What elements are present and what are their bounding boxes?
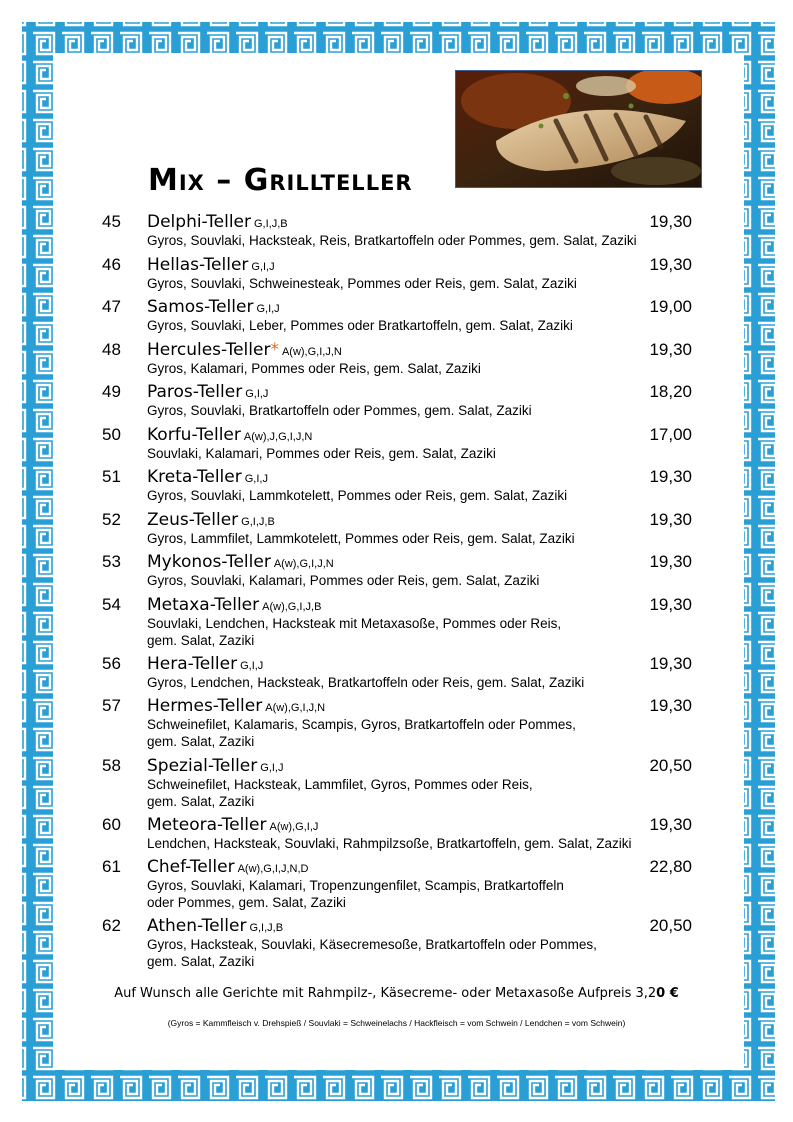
item-title: Mykonos-Teller xyxy=(147,552,271,572)
item-price: 19,30 xyxy=(649,815,692,834)
item-number: 62 xyxy=(102,916,121,935)
item-number: 60 xyxy=(102,815,121,834)
item-price: 19,30 xyxy=(649,467,692,486)
allergen-codes: A(w),J,G,I,J,N xyxy=(243,431,313,443)
allergen-codes: G,I,J xyxy=(256,303,280,315)
item-name xyxy=(147,815,318,835)
item-number: 45 xyxy=(102,212,121,231)
grill-food-photo xyxy=(455,70,702,188)
item-number: 61 xyxy=(102,857,121,876)
sauce-surcharge-note xyxy=(0,986,793,1001)
item-number: 46 xyxy=(102,255,121,274)
meat-footnote: (Gyros = Kammfleisch v. Drehspieß / Souvlaki = Schweinelachs / Hackfleisch = vom Schwein / Lendchen = vom Schwein) xyxy=(167,1018,626,1028)
allergen-codes: A(w),G,I,J,B xyxy=(262,601,322,613)
item-number: 57 xyxy=(102,696,121,715)
item-price: 19,30 xyxy=(649,510,692,529)
item-description xyxy=(147,402,532,419)
item-title: Spezial-Teller xyxy=(147,756,258,776)
item-name xyxy=(147,595,321,615)
allergen-codes: G,I,J xyxy=(244,473,268,485)
item-description xyxy=(147,530,575,547)
item-description xyxy=(147,445,496,462)
item-name xyxy=(147,467,268,487)
allergen-codes: A(w),G,I,J,N xyxy=(265,702,326,714)
item-description xyxy=(147,487,567,504)
description-line: Gyros, Lendchen, Hacksteak, Bratkartoffeln oder Reis, gem. Salat, Zaziki xyxy=(147,675,585,690)
description-line: Lendchen, Hacksteak, Souvlaki, Rahmpilzsoße, Bratkartoffeln, gem. Salat, Zaziki xyxy=(147,836,632,851)
description-line: Schweinefilet, Hacksteak, Lammfilet, Gyros, Pommes oder Reis, xyxy=(147,777,533,792)
allergen-codes: A(w),G,I,J,N xyxy=(273,558,334,570)
item-price: 20,50 xyxy=(649,756,692,775)
allergen-codes: G,I,J,B xyxy=(253,218,288,230)
description-line: Gyros, Souvlaki, Kalamari, Pommes oder Reis, gem. Salat, Zaziki xyxy=(147,573,540,588)
item-number: 58 xyxy=(102,756,121,775)
item-description xyxy=(147,232,637,249)
item-title: Zeus-Teller xyxy=(147,510,239,530)
description-line: Gyros, Lammfilet, Lammkotelett, Pommes oder Reis, gem. Salat, Zaziki xyxy=(147,531,575,546)
item-name xyxy=(147,425,312,445)
item-title: Samos-Teller xyxy=(147,297,254,317)
item-name xyxy=(147,654,263,674)
item-number: 51 xyxy=(102,467,121,486)
item-title: Metaxa-Teller xyxy=(147,595,260,615)
item-description xyxy=(147,877,564,911)
item-name xyxy=(147,382,268,402)
item-price: 19,00 xyxy=(649,297,692,316)
item-price: 22,80 xyxy=(649,857,692,876)
item-price: 19,30 xyxy=(649,212,692,231)
item-title: Meteora-Teller xyxy=(147,815,267,835)
item-description xyxy=(147,572,539,589)
description-line: Gyros, Kalamari, Pommes oder Reis, gem. Salat, Zaziki xyxy=(147,361,481,376)
item-number: 47 xyxy=(102,297,121,316)
item-description xyxy=(147,776,533,810)
description-line: Gyros, Souvlaki, Bratkartoffeln oder Pommes, gem. Salat, Zaziki xyxy=(147,403,532,418)
item-number: 53 xyxy=(102,552,121,571)
item-name xyxy=(147,340,342,360)
note-text: Auf Wunsch alle Gerichte mit Rahmpilz-, Käsecreme- oder Metaxasoße Aufpreis 3,2 xyxy=(114,986,657,1001)
description-line: Gyros, Souvlaki, Lammkotelett, Pommes oder Reis, gem. Salat, Zaziki xyxy=(147,488,568,503)
item-description xyxy=(147,674,584,691)
note-price: 0 € xyxy=(656,986,679,1001)
description-line: gem. Salat, Zaziki xyxy=(147,734,255,749)
item-number: 49 xyxy=(102,382,121,401)
item-name xyxy=(147,857,308,877)
page-title: Mix – Grillteller xyxy=(148,163,413,198)
item-number: 56 xyxy=(102,654,121,673)
item-price: 19,30 xyxy=(649,696,692,715)
description-line: gem. Salat, Zaziki xyxy=(147,954,255,969)
item-description xyxy=(147,317,573,334)
description-line: oder Pommes, gem. Salat, Zaziki xyxy=(147,895,346,910)
item-number: 50 xyxy=(102,425,121,444)
allergen-codes: G,I,J,B xyxy=(249,922,284,934)
description-line: Gyros, Souvlaki, Hacksteak, Reis, Bratkartoffeln oder Pommes, gem. Salat, Zaziki xyxy=(147,233,637,248)
allergen-codes: G,I,J xyxy=(245,388,269,400)
description-line: Gyros, Souvlaki, Kalamari, Tropenzungenfilet, Scampis, Bratkartoffeln xyxy=(147,878,564,893)
item-title: Korfu-Teller xyxy=(147,425,241,445)
item-number: 52 xyxy=(102,510,121,529)
allergen-codes: G,I,J xyxy=(240,660,264,672)
item-price: 19,30 xyxy=(649,255,692,274)
item-name xyxy=(147,297,280,317)
allergen-codes: G,I,J,B xyxy=(241,516,275,528)
allergen-codes: A(w),G,I,J,N,D xyxy=(237,863,309,875)
item-price: 19,30 xyxy=(649,654,692,673)
description-line: Schweinefilet, Kalamaris, Scampis, Gyros, Bratkartoffeln oder Pommes, xyxy=(147,717,576,732)
asterisk-icon: * xyxy=(270,340,279,360)
description-line: Gyros, Souvlaki, Leber, Pommes oder Bratkartoffeln, gem. Salat, Zaziki xyxy=(147,318,573,333)
item-title: Chef-Teller xyxy=(147,857,235,877)
item-title: Hermes-Teller xyxy=(147,696,263,716)
allergen-codes: A(w),G,I,J,N xyxy=(281,346,342,358)
item-description xyxy=(147,615,561,649)
description-line: Gyros, Hacksteak, Souvlaki, Käsecremesoße, Bratkartoffeln oder Pommes, xyxy=(147,937,597,952)
item-price: 19,30 xyxy=(649,595,692,614)
description-line: Souvlaki, Lendchen, Hacksteak mit Metaxasoße, Pommes oder Reis, xyxy=(147,616,562,631)
item-title: Paros-Teller xyxy=(147,382,243,402)
allergen-codes: G,I,J xyxy=(260,762,284,774)
item-description xyxy=(147,835,631,852)
item-name xyxy=(147,696,325,716)
item-price: 17,00 xyxy=(649,425,692,444)
item-name xyxy=(147,212,288,232)
allergen-codes: G,I,J xyxy=(251,261,275,273)
item-name xyxy=(147,916,283,936)
item-price: 19,30 xyxy=(649,552,692,571)
description-line: Souvlaki, Kalamari, Pommes oder Reis, gem. Salat, Zaziki xyxy=(147,446,496,461)
description-line: Gyros, Souvlaki, Schweinesteak, Pommes oder Reis, gem. Salat, Zaziki xyxy=(147,276,577,291)
item-title: Delphi-Teller xyxy=(147,212,251,232)
item-name xyxy=(147,756,284,776)
item-title: Hera-Teller xyxy=(147,654,238,674)
item-title: Hercules-Teller xyxy=(147,340,271,360)
item-number: 54 xyxy=(102,595,121,614)
item-price: 18,20 xyxy=(649,382,692,401)
item-price: 20,50 xyxy=(649,916,692,935)
item-description xyxy=(147,716,576,750)
allergen-codes: A(w),G,I,J xyxy=(269,821,319,833)
item-description xyxy=(147,360,481,377)
item-title: Hellas-Teller xyxy=(147,255,249,275)
item-title: Athen-Teller xyxy=(147,916,247,936)
item-title: Kreta-Teller xyxy=(147,467,242,487)
item-description xyxy=(147,275,577,292)
item-name xyxy=(147,510,275,530)
item-price: 19,30 xyxy=(649,340,692,359)
item-name xyxy=(147,552,334,572)
item-number: 48 xyxy=(102,340,121,359)
item-description xyxy=(147,936,597,970)
description-line: gem. Salat, Zaziki xyxy=(147,794,255,809)
item-name xyxy=(147,255,275,275)
description-line: gem. Salat, Zaziki xyxy=(147,633,255,648)
